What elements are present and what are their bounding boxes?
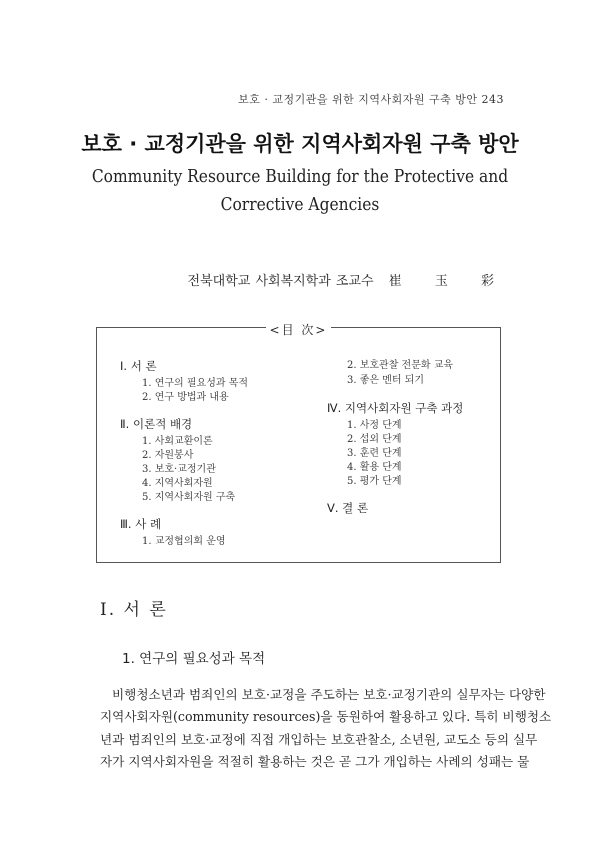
author-affiliation: 전북대학교 사회복지학과 조교수 — [187, 274, 374, 289]
toc-item: 4. 활용 단계 — [347, 462, 402, 473]
toc-item: 4. 지역사회자원 — [142, 478, 213, 489]
toc-item: 1. 사회교환이론 — [142, 436, 213, 447]
author-name: 崔 玉 彩 — [388, 274, 508, 289]
toc-section-1: Ⅰ. 서 론 — [120, 359, 157, 373]
section-heading: Ⅰ. 서 론 — [100, 600, 168, 620]
toc-item: 5. 평가 단계 — [347, 476, 402, 487]
toc-item: 3. 보호·교정기관 — [142, 464, 216, 475]
toc-item: 3. 훈련 단계 — [347, 448, 402, 459]
toc-item: 2. 섭외 단계 — [347, 434, 402, 445]
toc-item: 1. 교정협의회 운영 — [142, 536, 226, 547]
running-head: 보호 · 교정기관을 위한 지역사회자원 구축 방안 243 — [238, 93, 504, 106]
toc-section-3: Ⅲ. 사 례 — [120, 517, 162, 531]
table-of-contents — [96, 323, 501, 563]
body-line: 자가 지역사회자원을 적절히 활용하는 것은 곧 그가 개입하는 사례의 성패는 물 — [100, 754, 530, 770]
body-paragraph — [100, 684, 552, 774]
title-en-line-1: Community Resource Building for the Protective and — [91, 166, 509, 187]
toc-title: <目 次> — [266, 323, 332, 337]
toc-item: 2. 연구 방법과 내용 — [142, 392, 229, 403]
title-en-line-2: Corrective Agencies — [220, 194, 380, 215]
subsection-heading: 1. 연구의 필요성과 목적 — [122, 651, 266, 667]
body-line: 비행청소년과 범죄인의 보호·교정을 주도하는 보호·교정기관의 실무자는 다양한 — [112, 687, 546, 702]
toc-section-5: Ⅴ. 결 론 — [327, 501, 369, 515]
toc-item: 1. 사정 단계 — [347, 420, 402, 431]
toc-item: 1. 연구의 필요성과 목적 — [142, 378, 249, 389]
article-title-korean: 보호 · 교정기관을 위한 지역사회자원 구축 방안 — [81, 132, 519, 156]
author-line — [188, 270, 508, 289]
toc-item: 2. 보호관찰 전문화 교육 — [347, 360, 454, 371]
toc-item: 5. 지역사회자원 구축 — [142, 492, 236, 503]
body-line: 년과 범죄인의 보호·교정에 직접 개입하는 보호관찰소, 소년원, 교도소 등의 실무 — [100, 731, 538, 747]
toc-item: 3. 좋은 멘터 되기 — [347, 375, 425, 386]
toc-item: 2. 자원봉사 — [142, 450, 194, 461]
body-line: 지역사회자원(community resources)을 동원하여 활용하고 있다. 특히 비행청소 — [100, 709, 552, 725]
toc-section-4: Ⅳ. 지역사회자원 구축 과정 — [327, 401, 464, 415]
toc-title-wrap — [97, 319, 500, 338]
toc-section-2: Ⅱ. 이론적 배경 — [120, 417, 193, 431]
article-title-english — [42, 163, 558, 219]
